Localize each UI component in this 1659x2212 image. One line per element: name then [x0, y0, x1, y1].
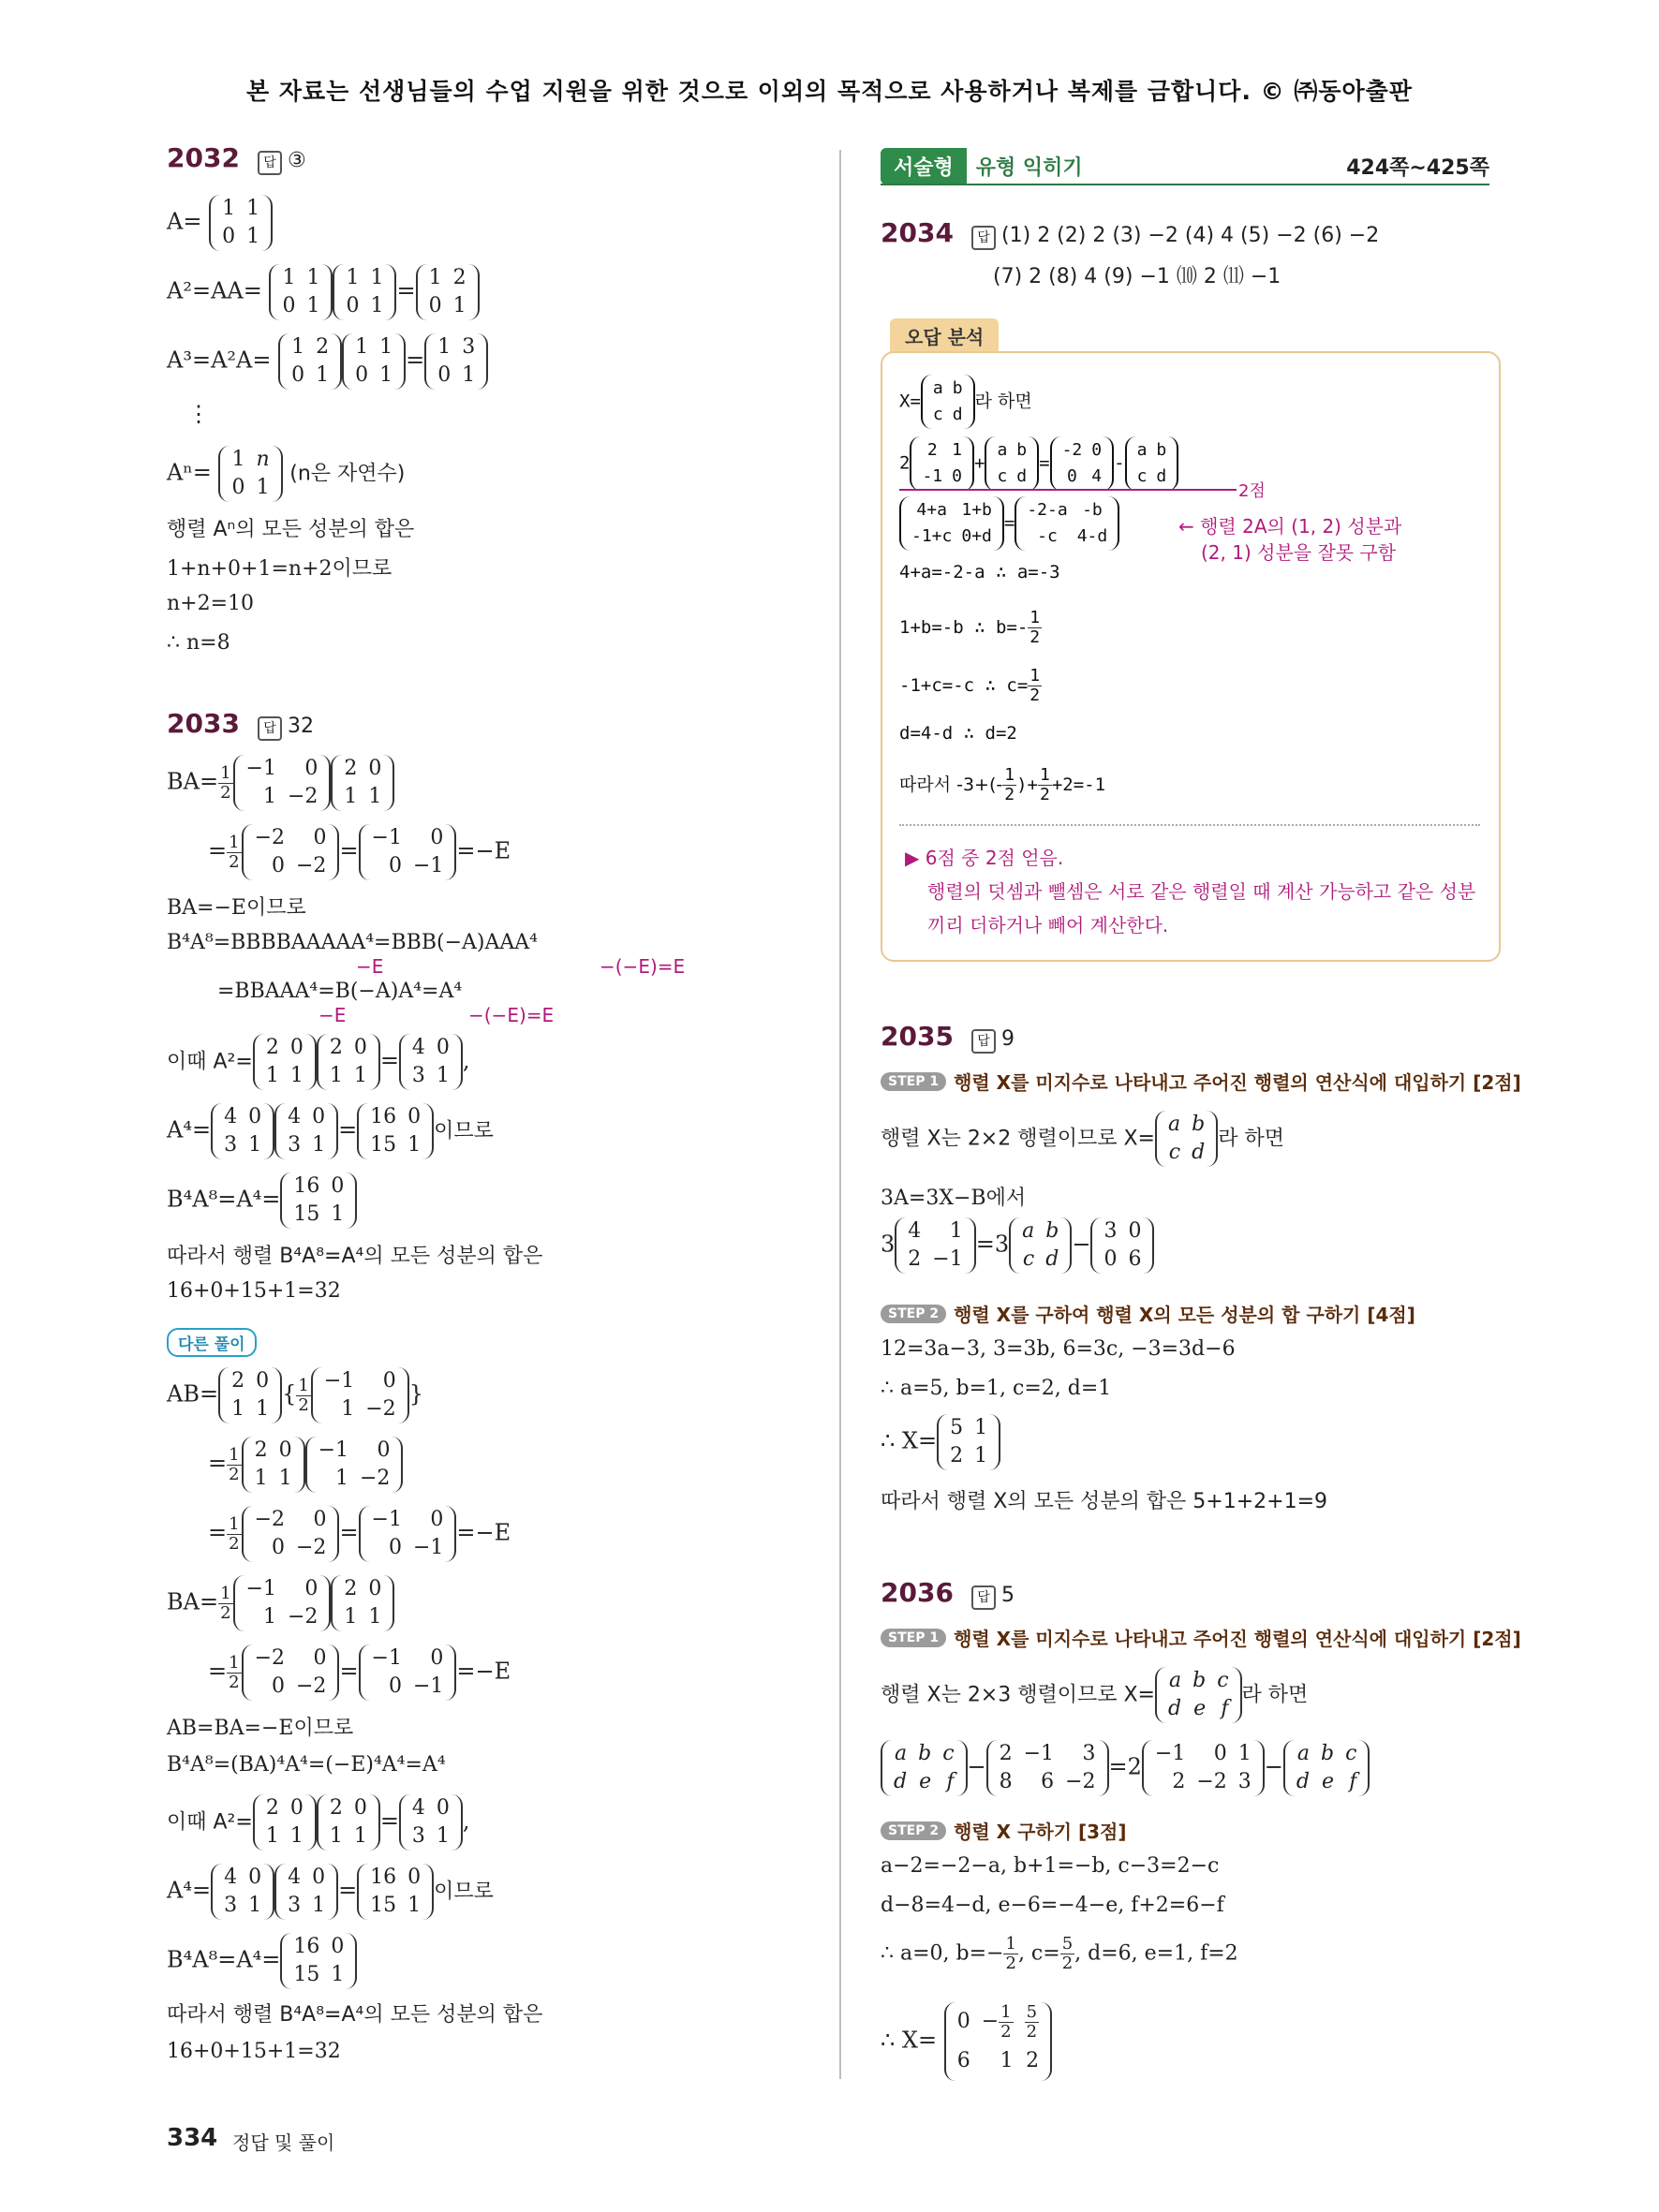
- problem-2034-header: [881, 217, 1379, 250]
- hand-line1: X= a b c d 라 하면: [899, 375, 1032, 429]
- error-summary-3: 끼리 더하거나 빼어 계산한다.: [927, 914, 1169, 936]
- vertical-ellipsis: ⋮: [187, 401, 210, 427]
- p2033-line10: 16+0+15+1=32: [167, 1279, 341, 1303]
- section-rule: [881, 184, 1489, 185]
- answer-badge-icon: 답: [971, 1585, 996, 1610]
- problem-number: 2033: [167, 708, 240, 739]
- p2035-line5: ∴ a=5, b=1, c=2, d=1: [881, 1377, 1112, 1400]
- p2033-line5: =BBAAA⁴=B(−A)A⁴=A⁴: [217, 980, 463, 1003]
- score-underline: [899, 489, 1237, 491]
- alt-line3: = $\frac{1}{2}$ −2 0 0 −2 = −1 0 0 −1 =−E: [208, 1506, 511, 1562]
- p2035-step2: STEP 2 행렬 X를 구하여 행렬 X의 모든 성분의 합 구하기 [4점]: [881, 1300, 1415, 1327]
- p2035-line7: 따라서 행렬 X의 모든 성분의 합은 5+1+2+1=9: [881, 1490, 1328, 1513]
- p2033-line6: 이때 A²= 2 0 1 1 2 0 1 1 = 4 0 3 1 ,: [167, 1034, 470, 1090]
- error-note-2: (2, 1) 성분을 잘못 구함: [1201, 541, 1397, 564]
- p2036-line5: ∴ a=0, b=− $\frac{1}{2}$ , c= $\frac{5}{2}$ , d=6, e=1, f=2: [881, 1934, 1238, 1973]
- answer: 32: [288, 715, 315, 738]
- problem-number: 2035: [881, 1021, 954, 1052]
- alt-line1: AB= 2 0 1 1 { $\frac{1}{2}$ −1 0 1 −2 }: [167, 1367, 423, 1423]
- annotation: −(−E)=E: [600, 955, 686, 978]
- hand-line3: 4+a 1+b -1+c 0+d = -2-a -b -c 4-d: [899, 496, 1119, 551]
- step-badge: STEP 2: [881, 1821, 946, 1840]
- answer-badge-icon: 답: [258, 151, 282, 175]
- hand-line8: 따라서 -3+(- $\frac{1}{2}$ )+ $\frac{1}{2}$ +2=-1: [899, 765, 1106, 804]
- answer-badge-icon: 답: [971, 1029, 996, 1054]
- hand-line4: 4+a=-2-a ∴ a=-3: [899, 562, 1060, 582]
- answer-badge-icon: 답: [971, 226, 996, 250]
- alt-line11: 따라서 행렬 B⁴A⁸=A⁴의 모든 성분의 합은: [167, 2003, 543, 2027]
- step-badge: STEP 1: [881, 1072, 946, 1091]
- step-badge: STEP 2: [881, 1305, 946, 1323]
- annotation: −(−E)=E: [468, 1004, 555, 1026]
- problem-number: 2032: [167, 142, 240, 173]
- problem-2032-header: [167, 142, 306, 175]
- answer-badge-icon: 답: [258, 716, 282, 741]
- problem-2035-header: [881, 1021, 1015, 1054]
- alt-line9: A⁴= 4 0 3 1 4 0 3 1 = 16 0 15 1 이므로: [167, 1864, 494, 1920]
- answer: 9: [1001, 1027, 1015, 1051]
- alt-line8: 이때 A²= 2 0 1 1 2 0 1 1 = 4 0 3 1 ,: [167, 1794, 470, 1851]
- p2035-line4: 12=3a−3, 3=3b, 6=3c, −3=3d−6: [881, 1337, 1236, 1361]
- error-summary-1: ▶ 6점 중 2점 얻음.: [905, 847, 1064, 869]
- error-analysis-label: 오답 분석: [890, 318, 999, 353]
- p2032-line6: 1+n+0+1=n+2이므로: [167, 557, 393, 581]
- alt-line2: = $\frac{1}{2}$ 2 0 1 1 −1 0 1 −2: [208, 1437, 403, 1493]
- problem-number: 2034: [881, 217, 954, 248]
- p2033-line8: B⁴A⁸=A⁴= 16 0 15 1: [167, 1172, 357, 1229]
- p2032-line1: A= 1 1 0 1: [167, 195, 273, 251]
- answer: (1) 2 (2) 2 (3) −2 (4) 4 (5) −2 (6) −2: [1001, 224, 1380, 247]
- p2035-line1: 행렬 X는 2×2 행렬이므로 X= a b c d 라 하면: [881, 1111, 1284, 1167]
- footer-title: 정답 및 풀이: [232, 2131, 335, 2154]
- alt-line6: AB=BA=−E이므로: [167, 1717, 354, 1740]
- p2032-line3: A³=A²A= 1 2 0 1 1 1 0 1 = 1 3 0 1: [167, 333, 488, 390]
- p2032-line2: A²=AA= 1 1 0 1 1 1 0 1 = 1 2 0 1: [167, 264, 480, 320]
- p2036-line1: 행렬 X는 2×3 행렬이므로 X= a b c d e f 라 하면: [881, 1667, 1308, 1723]
- answer: 5: [1001, 1584, 1015, 1607]
- section-title: 유형 익히기: [975, 156, 1083, 180]
- p2032-line5: 행렬 Aⁿ의 모든 성분의 합은: [167, 518, 415, 541]
- step-badge: STEP 1: [881, 1629, 946, 1647]
- section-header: [881, 148, 1489, 184]
- dotted-divider: [899, 824, 1480, 826]
- problem-2033-header: [167, 708, 314, 741]
- p2035-line3: 3 4 1 2 −1 =3 a b c d − 3 0 0 6: [881, 1217, 1154, 1274]
- alt-line10: B⁴A⁸=A⁴= 16 0 15 1: [167, 1933, 357, 1989]
- p2036-step2: STEP 2 행렬 X 구하기 [3점]: [881, 1817, 1127, 1844]
- p2033-line9: 따라서 행렬 B⁴A⁸=A⁴의 모든 성분의 합은: [167, 1245, 543, 1268]
- matrix: 1 1 0 1: [209, 195, 273, 251]
- hand-line2: 2 2 1 -1 0 + a b c d = -2 0 0 4 - a b c d: [899, 436, 1178, 491]
- p2036-step1: STEP 1 행렬 X를 미지수로 나타내고 주어진 행렬의 연산식에 대입하기 [2점]: [881, 1624, 1521, 1651]
- p2036-line3: a−2=−2−a, b+1=−b, c−3=2−c: [881, 1854, 1220, 1878]
- error-summary-2: 행렬의 덧셈과 뺄셈은 서로 같은 행렬일 때 계산 가능하고 같은 성분: [927, 880, 1476, 903]
- p2033-line1: BA= $\frac{1}{2}$ −1 0 1 −2 2 0 1 1: [167, 755, 394, 811]
- p2033-line7: A⁴= 4 0 3 1 4 0 3 1 = 16 0 15 1 이므로: [167, 1103, 494, 1159]
- p2032-line4: Aⁿ= 1 n 0 1 (n은 자연수): [167, 446, 405, 502]
- alt-line7: B⁴A⁸=(BA)⁴A⁴=(−E)⁴A⁴=A⁴: [167, 1753, 446, 1777]
- p2032-line7: n+2=10: [167, 592, 255, 615]
- hand-line5: 1+b=-b ∴ b=- $\frac{1}{2}$: [899, 608, 1041, 647]
- problem-2036-header: [881, 1577, 1015, 1610]
- alt-line4: BA= $\frac{1}{2}$ −1 0 1 −2 2 0 1 1: [167, 1575, 394, 1631]
- p2033-line3: BA=−E이므로: [167, 896, 306, 920]
- alt-line5: = $\frac{1}{2}$ −2 0 0 −2 = −1 0 0 −1 =−E: [208, 1644, 511, 1701]
- copyright-notice: 본 자료는 선생님들의 수업 지원을 위한 것으로 이외의 목적으로 사용하거나 복제를 금합니다. © ㈜동아출판: [246, 78, 1413, 105]
- p2032-line8: ∴ n=8: [167, 631, 230, 655]
- answer: ③: [288, 149, 306, 172]
- hand-line7: d=4-d ∴ d=2: [899, 723, 1017, 744]
- score-mark: 2점: [1238, 481, 1266, 501]
- answer-line2: (7) 2 (8) 4 (9) −1 ⑽ 2 ⑾ −1: [993, 265, 1281, 288]
- hand-line6: -1+c=-c ∴ c= $\frac{1}{2}$: [899, 666, 1041, 705]
- p2036-line2: a b c d e f − 2 −1 3 8 6 −2 =2 −1 0 1 2 −2 3 − a b c d e f: [881, 1740, 1370, 1796]
- p2035-step1: STEP 1 행렬 X를 미지수로 나타내고 주어진 행렬의 연산식에 대입하기 [2점]: [881, 1068, 1521, 1095]
- annotation: −E: [356, 955, 384, 978]
- p2035-line6: ∴ X= 5 1 2 1: [881, 1414, 1000, 1470]
- column-divider: [839, 150, 841, 2079]
- section-pages: 424쪽~425쪽: [1346, 156, 1489, 180]
- problem-number: 2036: [881, 1577, 954, 1608]
- alt-solution-tag: 다른 풀이: [167, 1328, 257, 1357]
- p2035-line2: 3A=3X−B에서: [881, 1187, 1027, 1210]
- p2036-line4: d−8=4−d, e−6=−4−e, f+2=6−f: [881, 1894, 1224, 1917]
- error-note-1: ← 행렬 2A의 (1, 2) 성분과: [1178, 515, 1402, 538]
- p2033-line2: = $\frac{1}{2}$ −2 0 0 −2 = −1 0 0 −1 =−E: [208, 824, 511, 880]
- annotation: −E: [318, 1004, 347, 1026]
- section-tag: 서술형: [881, 148, 967, 184]
- p2036-line6: ∴ X= 0 − $\frac{1}{2}$ $\frac{5}{2}$ 6 1 2: [881, 2002, 1052, 2081]
- p2033-line4: B⁴A⁸=BBBBAAAAA⁴=BBB(−A)AAA⁴: [167, 931, 538, 954]
- alt-line12: 16+0+15+1=32: [167, 2040, 341, 2063]
- page-number: 334: [167, 2124, 218, 2152]
